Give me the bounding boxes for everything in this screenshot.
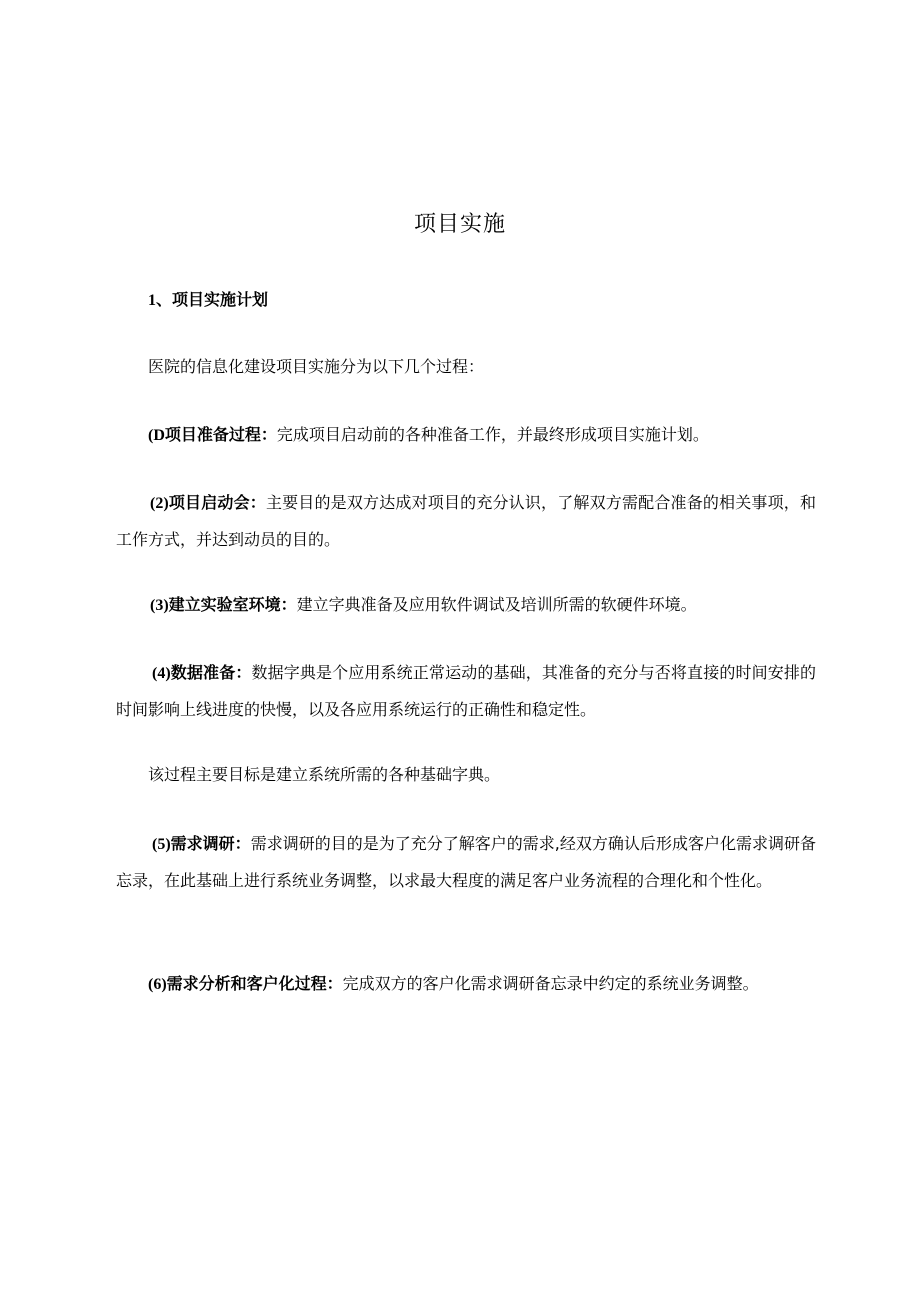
step-text-6: 完成双方的客户化需求调研备忘录中约定的系统业务调整。	[342, 974, 759, 993]
step-text-4: 数据字典是个应用系统正常运动的基础，其准备的充分与否将直接的时间安排的时间影响上线进度的快慢，以及各应用系统运行的正确性和稳定性。	[116, 663, 816, 719]
section-number: 1、	[148, 292, 173, 309]
step-paragraph-1	[116, 417, 816, 454]
step-marker-4: (4)	[152, 665, 171, 682]
page-title: 项目实施	[413, 212, 506, 237]
step-label-text-3: 建立实验室环境：	[168, 595, 297, 614]
step-label-text-1: 项目准备过程：	[164, 425, 277, 444]
step-label-2	[150, 493, 266, 512]
note-paragraph: 该过程主要目标是建立系统所需的各种基础字典。	[148, 765, 501, 784]
intro-paragraph: 医院的信息化建设项目实施分为以下几个过程：	[148, 357, 485, 376]
step-text-3: 建立字典准备及应用软件调试及培训所需的软硬件环境。	[296, 595, 697, 614]
step-text-5: 需求调研的目的是为了充分了解客户的需求,经双方确认后形成客户化需求调研备忘录，在此基础上进行系统业务调整，以求最大程度的满足客户业务流程的合理化和个性化。	[116, 834, 816, 890]
section-heading	[148, 288, 268, 313]
step-paragraph-3	[116, 587, 816, 624]
step-label-5	[152, 834, 251, 853]
step-paragraph-5	[116, 826, 816, 899]
step-label-6	[148, 974, 343, 993]
step-marker-5: (5)	[152, 836, 171, 853]
step-text-1: 完成项目启动前的各种准备工作，并最终形成项目实施计划。	[276, 425, 709, 444]
step-label-text-4: 数据准备：	[170, 663, 252, 682]
step-marker-1: (D	[148, 427, 165, 444]
step-paragraph-4	[116, 655, 816, 728]
step-marker-6: (6)	[148, 976, 167, 993]
step-marker-2: (2)	[150, 495, 169, 512]
step-label-text-5: 需求调研：	[170, 834, 251, 853]
step-label-4	[152, 663, 251, 682]
step-paragraph-2	[116, 485, 816, 558]
step-label-text-2: 项目启动会：	[168, 493, 266, 512]
step-marker-3: (3)	[150, 597, 169, 614]
step-paragraph-6	[116, 967, 776, 1001]
step-label-1	[148, 425, 277, 444]
step-label-text-6: 需求分析和客户化过程：	[166, 974, 343, 993]
section-heading-text: 项目实施计划	[172, 290, 269, 309]
step-label-3	[150, 595, 297, 614]
step-text-2: 主要目的是双方达成对项目的充分认识，了解双方需配合准备的相关事项，和工作方式，并达到动员的目的。	[116, 493, 816, 549]
